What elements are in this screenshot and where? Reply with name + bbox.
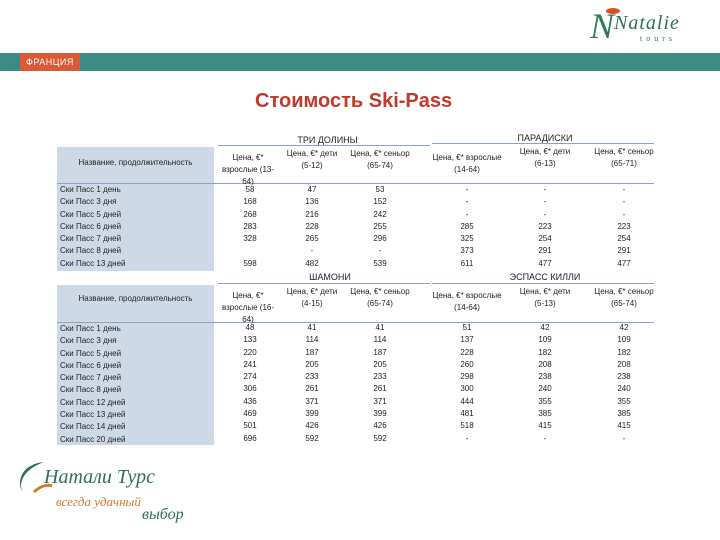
table-cell: - <box>465 209 469 219</box>
divider <box>218 283 430 284</box>
table-cell: 51 <box>462 323 472 332</box>
header-senior: Цена, €* сеньор (65-74) <box>594 287 654 308</box>
table-cell: - <box>543 433 547 443</box>
column-child <box>525 322 565 445</box>
table-cell: 187 <box>305 347 319 357</box>
table-cell: 168 <box>243 197 257 207</box>
table-cell: 228 <box>460 347 474 357</box>
table-row-label: Ски Пасс 8 дней <box>60 385 122 395</box>
bottom-name-list <box>60 323 126 446</box>
table-row-label: Ски Пасс 14 дней <box>60 422 126 432</box>
table-row-label: Ски Пасс 13 дней <box>60 410 126 420</box>
header-senior: Цена, €* сеньор (65-74) <box>350 149 410 170</box>
table-cell: 228 <box>305 221 319 231</box>
table-cell: 482 <box>305 258 319 268</box>
table-cell: 328 <box>243 234 257 244</box>
column-adult <box>447 322 487 445</box>
column-senior <box>360 184 400 270</box>
table-cell: 208 <box>617 359 631 369</box>
header-adult: Цена, €* взрослые (14-64) <box>432 291 502 312</box>
table-cell: 385 <box>538 409 552 419</box>
table-row-label: Ски Пасс 5 дней <box>60 348 122 358</box>
header-child: Цена, €* дети (4-15) <box>286 287 338 308</box>
table-cell: - <box>622 197 626 207</box>
header-band <box>0 53 720 71</box>
brand-logo-bottom <box>14 456 204 534</box>
table-cell: 477 <box>617 258 631 268</box>
table-cell: 254 <box>538 234 552 244</box>
table-cell: 136 <box>305 197 319 207</box>
table-row-label: Ски Пасс 1 день <box>60 185 121 194</box>
table-cell: 415 <box>538 421 552 431</box>
table-cell: 355 <box>617 396 631 406</box>
table-cell: 283 <box>243 221 257 231</box>
table-cell: - <box>465 197 469 207</box>
table-cell: 240 <box>538 384 552 394</box>
table-row-label: Ски Пасс 20 дней <box>60 434 126 444</box>
table-cell: 306 <box>243 384 257 394</box>
header-senior: Цена, €* сеньор (65-74) <box>350 287 410 308</box>
table-cell: 261 <box>373 384 387 394</box>
header-child: Цена, €* дети (6-13) <box>519 147 571 168</box>
table-cell: - <box>465 433 469 443</box>
table-cell: 208 <box>538 359 552 369</box>
table-cell: 371 <box>373 396 387 406</box>
column-child <box>292 322 332 445</box>
table-row-label: Ски Пасс 7 дней <box>60 373 122 383</box>
table-cell: 539 <box>373 258 387 268</box>
table-cell: 187 <box>373 347 387 357</box>
table-cell: 137 <box>460 335 474 345</box>
column-senior <box>360 322 400 445</box>
region-chamonix: ШАМОНИ <box>309 272 351 282</box>
table-row-label: Ски Пасс 13 дней <box>60 258 126 268</box>
table-cell: 300 <box>460 384 474 394</box>
table-row-label: Ски Пасс 6 дней <box>60 360 122 370</box>
table-cell: 426 <box>305 421 319 431</box>
header-adult: Цена, €* взрослые (16-64) <box>221 291 275 324</box>
logo-slogan-1: всегда удачный <box>56 494 141 509</box>
table-row-label: Ски Пасс 6 дней <box>60 221 122 231</box>
header-child: Цена, €* дети (5-12) <box>286 149 338 170</box>
table-cell: 325 <box>460 234 474 244</box>
table-cell: 373 <box>460 246 474 256</box>
header-adult: Цена, €* взрослые (14-64) <box>432 153 502 174</box>
divider <box>432 143 654 144</box>
logo-slogan-2: выбор <box>142 506 184 523</box>
table-cell: 182 <box>617 347 631 357</box>
table-cell: 238 <box>617 372 631 382</box>
table-cell: 696 <box>243 433 257 443</box>
table-cell: 296 <box>373 234 387 244</box>
table-cell: 152 <box>373 197 387 207</box>
table-cell: 436 <box>243 396 257 406</box>
table-cell: 385 <box>617 409 631 419</box>
header-name: Название, продолжительность <box>78 294 193 303</box>
table-cell: 109 <box>538 335 552 345</box>
table-cell: - <box>378 246 382 256</box>
table-cell: 592 <box>305 433 319 443</box>
table-cell: 223 <box>617 221 631 231</box>
table-cell: 255 <box>373 221 387 231</box>
table-cell: 53 <box>375 185 385 194</box>
header-name: Название, продолжительность <box>78 158 193 167</box>
top-name-list <box>60 184 126 270</box>
table-cell: 469 <box>243 409 257 419</box>
logo-word: Natalie <box>614 12 680 34</box>
table-cell: 518 <box>460 421 474 431</box>
table-cell: 274 <box>243 372 257 382</box>
table-cell: 133 <box>243 335 257 345</box>
table-row-label: Ски Пасс 3 дня <box>60 336 117 346</box>
table-cell: 260 <box>460 359 474 369</box>
table-cell: 399 <box>305 409 319 419</box>
table-cell: 114 <box>373 335 387 345</box>
table-cell: 220 <box>243 347 257 357</box>
table-cell: 205 <box>373 359 387 369</box>
table-cell: 254 <box>617 234 631 244</box>
table-cell: 242 <box>373 209 387 219</box>
table-cell: - <box>543 209 547 219</box>
table-cell: 444 <box>460 396 474 406</box>
header-adult: Цена, €* взрослые (13-64) <box>221 153 275 186</box>
table-cell: 399 <box>373 409 387 419</box>
region-espace-killy: ЭСПАСС КИЛЛИ <box>509 272 581 282</box>
page-title: Стоимость Ski-Pass <box>255 90 453 112</box>
table-cell: 285 <box>460 221 474 231</box>
divider <box>432 283 654 284</box>
table-row-label: Ски Пасс 7 дней <box>60 234 122 244</box>
table-row-label: Ски Пасс 1 день <box>60 324 121 333</box>
table-cell: 268 <box>243 209 257 219</box>
logo-mark-icon: N <box>590 6 615 46</box>
header-child: Цена, €* дети (5-13) <box>519 287 571 308</box>
table-cell: 426 <box>373 421 387 431</box>
table-cell: 240 <box>617 384 631 394</box>
table-cell: 238 <box>538 372 552 382</box>
header-senior: Цена, €* сеньор (65-71) <box>594 147 654 168</box>
table-cell: 182 <box>538 347 552 357</box>
table-cell: 611 <box>460 258 474 268</box>
table-cell: - <box>465 185 469 194</box>
region-paradiski: ПАРАДИСКИ <box>517 133 573 143</box>
column-child <box>525 184 565 270</box>
brand-logo-top <box>568 6 698 48</box>
table-cell: 415 <box>617 421 631 431</box>
table-cell: 109 <box>617 335 631 345</box>
table-cell: 42 <box>619 323 629 332</box>
table-row-label: Ски Пасс 12 дней <box>60 397 126 407</box>
country-tag: ФРАНЦИЯ <box>20 53 80 71</box>
divider <box>218 145 430 146</box>
column-senior <box>604 322 644 445</box>
table-cell: 114 <box>305 335 319 345</box>
table-cell: 265 <box>305 234 319 244</box>
table-cell: 41 <box>307 323 317 332</box>
column-adult <box>447 184 487 270</box>
table-cell: - <box>622 433 626 443</box>
table-cell: 592 <box>373 433 387 443</box>
logo-sub: tours <box>640 34 676 43</box>
table-cell: - <box>310 246 314 256</box>
table-cell: - <box>622 209 626 219</box>
table-cell: 42 <box>540 323 550 332</box>
table-cell: 261 <box>305 384 319 394</box>
column-child <box>292 184 332 270</box>
column-adult <box>230 322 270 445</box>
table-row-label: Ски Пасс 3 дня <box>60 197 117 207</box>
table-cell: 223 <box>538 221 552 231</box>
table-cell: - <box>622 185 626 194</box>
table-cell: 598 <box>243 259 257 268</box>
logo-name: Натали Турс <box>44 466 155 488</box>
table-cell: 47 <box>307 185 317 194</box>
table-cell: 41 <box>375 323 385 332</box>
table-cell: 216 <box>305 209 319 219</box>
table-cell: 205 <box>305 359 319 369</box>
column-senior <box>604 184 644 270</box>
table-cell: 291 <box>617 246 631 256</box>
region-three-valleys: ТРИ ДОЛИНЫ <box>297 135 358 145</box>
table-row-label: Ски Пасс 5 дней <box>60 209 122 219</box>
table-cell: 298 <box>460 372 474 382</box>
table-cell: - <box>543 197 547 207</box>
table-cell: 371 <box>305 396 319 406</box>
top-label-column <box>57 147 214 271</box>
table-cell: 481 <box>460 409 474 419</box>
table-cell: 48 <box>245 323 255 332</box>
table-cell: 477 <box>538 258 552 268</box>
table-cell: 355 <box>538 396 552 406</box>
table-cell: 233 <box>305 372 319 382</box>
table-cell: - <box>543 185 547 194</box>
table-cell: 501 <box>243 421 257 431</box>
bottom-label-column <box>57 285 214 445</box>
table-cell: 291 <box>538 246 552 256</box>
table-cell: 241 <box>243 359 257 369</box>
table-cell: 233 <box>373 372 387 382</box>
table-cell: 58 <box>245 185 255 194</box>
table-row-label: Ски Пасс 8 дней <box>60 246 122 256</box>
table-cell <box>230 245 270 257</box>
